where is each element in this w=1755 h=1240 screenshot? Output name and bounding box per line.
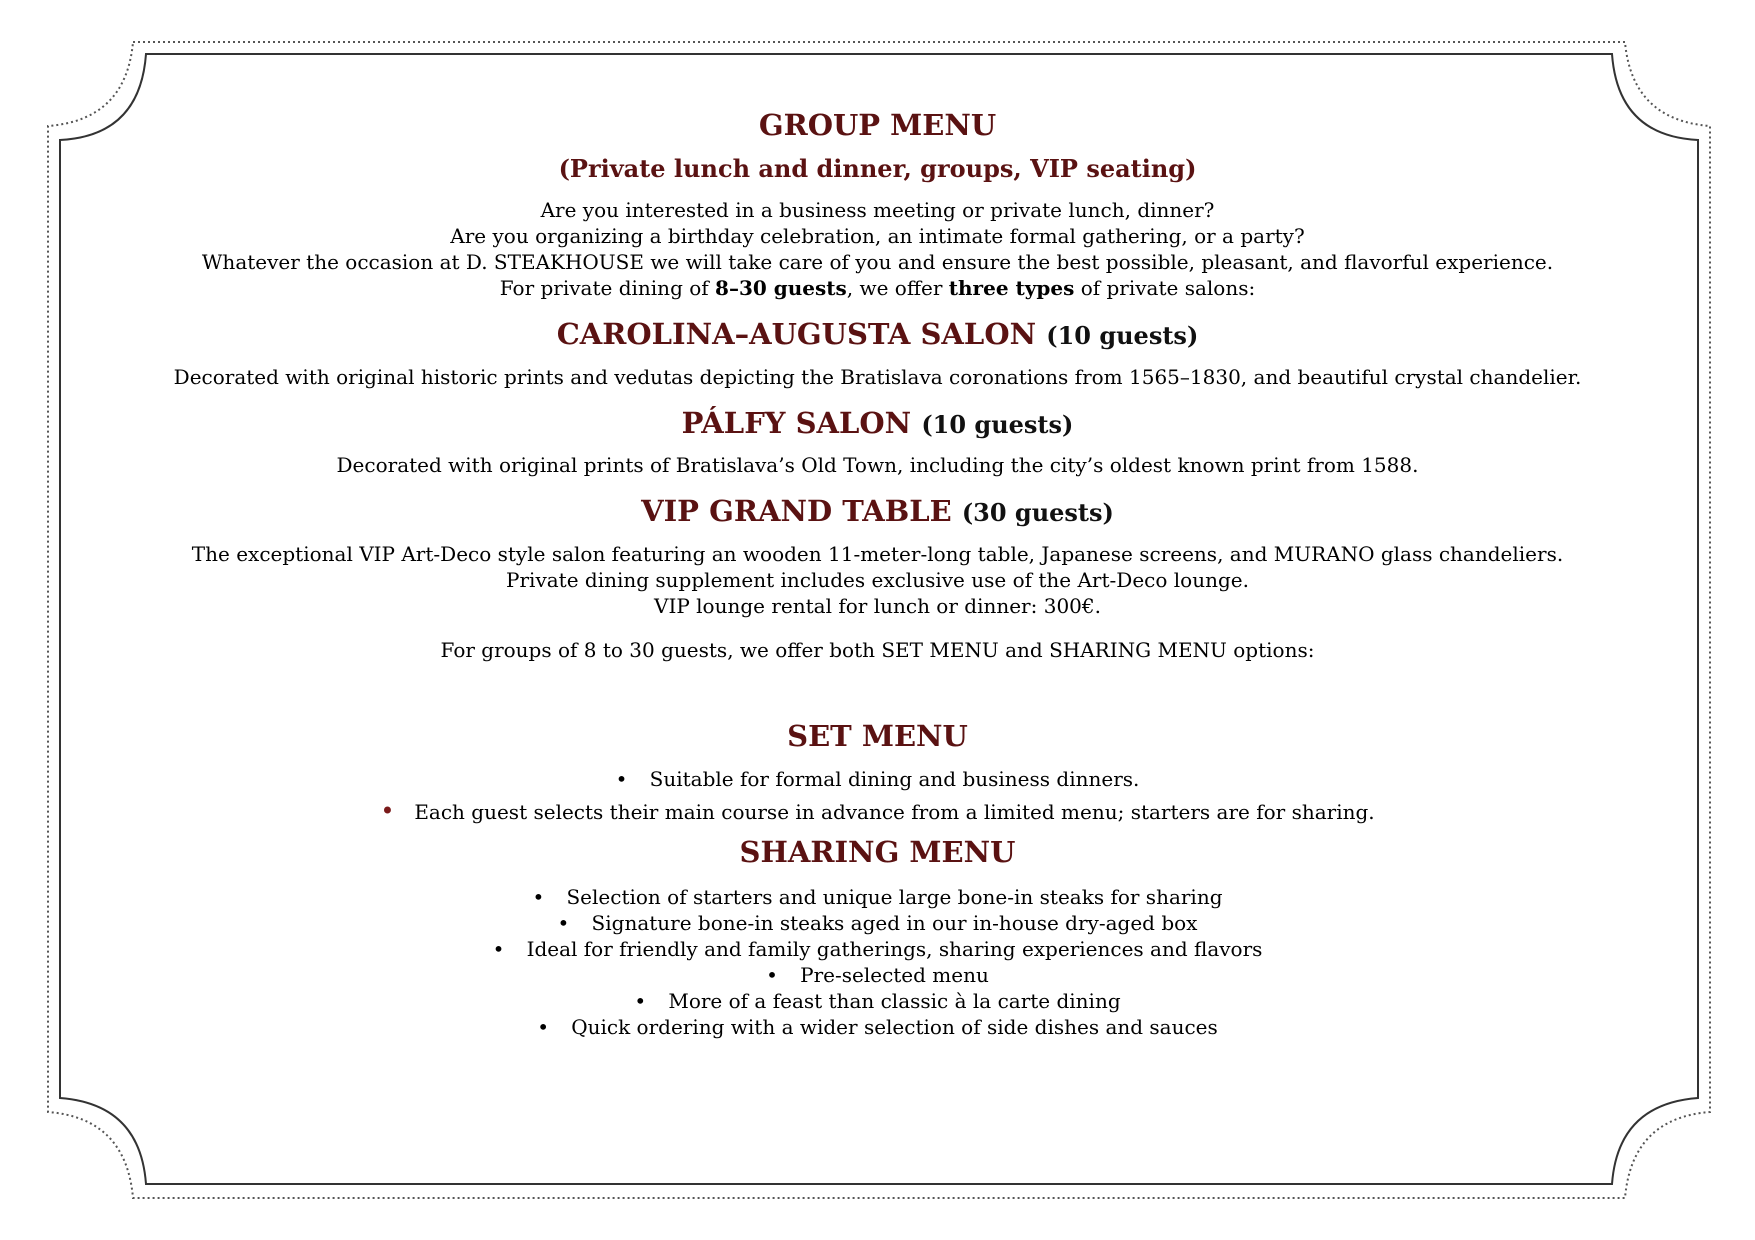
- list-item-text: Pre-selected menu: [800, 962, 989, 987]
- bullet-icon: •: [557, 910, 570, 935]
- salon-description: VIP lounge rental for lunch or dinner: 300€.: [654, 594, 1101, 619]
- list-item-text: Signature bone-in steaks aged in our in-house dry-aged box: [591, 910, 1198, 935]
- list-item: [150, 798, 1605, 825]
- salon-description: Decorated with original historic prints and vedutas depicting the Bratislava coronations from 1565–1830, and beautiful crystal chandelier.: [173, 364, 1582, 389]
- salon-guests: (10 guests): [921, 409, 1074, 439]
- bullet-icon: •: [615, 766, 628, 791]
- list-item: [150, 936, 1605, 962]
- set-menu-list: [150, 766, 1605, 825]
- bullet-icon: •: [492, 936, 505, 961]
- intro-text-part: For private dining of: [499, 275, 716, 300]
- bullet-icon: •: [766, 962, 778, 987]
- list-item-text: Suitable for formal dining and business dinners.: [649, 766, 1140, 791]
- salon-vip-grand-table: [150, 494, 1605, 619]
- page-subtitle: (Private lunch and dinner, groups, VIP seating): [558, 153, 1197, 183]
- bullet-icon: •: [532, 884, 545, 909]
- sharing-menu-title: SHARING MENU: [739, 834, 1016, 869]
- salon-guests: (30 guests): [961, 498, 1114, 528]
- list-item-text: Quick ordering with a wider selection of side dishes and sauces: [571, 1014, 1218, 1039]
- sharing-menu-list: [150, 884, 1605, 1040]
- salon-guests: (10 guests): [1046, 320, 1199, 350]
- intro-guest-range: 8–30 guests: [715, 275, 847, 300]
- menu-content: [150, 100, 1605, 1040]
- salon-title: [150, 494, 1605, 529]
- salon-description: The exceptional VIP Art-Deco style salon featuring an wooden 11-meter-long table, Japanese screens, and MURANO glass chandeliers.: [191, 542, 1564, 567]
- salon-description: Private dining supplement includes exclusive use of the Art-Deco lounge.: [506, 568, 1249, 593]
- bullet-icon: •: [380, 796, 395, 825]
- list-item-text: Ideal for friendly and family gatherings, sharing experiences and flavors: [526, 936, 1263, 961]
- intro-text-part: of private salons:: [1074, 275, 1256, 300]
- salon-palfy: [150, 406, 1605, 479]
- page-title: GROUP MENU: [758, 108, 997, 142]
- salon-carolina-augusta: [150, 317, 1605, 390]
- list-item-text: More of a feast than classic à la carte dining: [668, 988, 1121, 1013]
- salon-name: VIP GRAND TABLE: [641, 494, 952, 529]
- set-menu-section: [150, 719, 1605, 825]
- salon-description: Decorated with original prints of Bratislava’s Old Town, including the city’s oldest known print from 1588.: [336, 453, 1419, 478]
- intro-line: Are you organizing a birthday celebration, an intimate formal gathering, or a party?: [450, 223, 1305, 248]
- groups-options-text: For groups of 8 to 30 guests, we offer both SET MENU and SHARING MENU options:: [440, 638, 1315, 663]
- intro-text: [150, 197, 1605, 301]
- list-item-text: Selection of starters and unique large bone-in steaks for sharing: [566, 884, 1223, 909]
- intro-text-part: , we offer: [846, 275, 949, 300]
- bullet-icon: •: [537, 1014, 549, 1039]
- intro-line: Are you interested in a business meeting or private lunch, dinner?: [540, 197, 1215, 222]
- list-item: [150, 884, 1605, 910]
- set-menu-title: SET MENU: [787, 719, 968, 754]
- intro-line: Whatever the occasion at D. STEAKHOUSE we will take care of you and ensure the best possible, pleasant, and flavorful experience.: [201, 249, 1554, 274]
- list-item: [150, 1014, 1605, 1040]
- list-item: [150, 962, 1605, 988]
- list-item: [150, 988, 1605, 1014]
- sharing-menu-section: [150, 835, 1605, 1040]
- intro-line: [150, 275, 1605, 301]
- salon-title: [150, 406, 1605, 441]
- salon-title: [150, 317, 1605, 352]
- list-item: [150, 910, 1605, 936]
- bullet-icon: •: [634, 988, 647, 1013]
- salon-name: PÁLFY SALON: [681, 405, 912, 440]
- list-item-text: Each guest selects their main course in advance from a limited menu; starters are for sharing.: [414, 799, 1375, 824]
- intro-salon-types: three types: [948, 275, 1075, 300]
- list-item: [150, 766, 1605, 792]
- salon-name: CAROLINA–AUGUSTA SALON: [556, 316, 1037, 351]
